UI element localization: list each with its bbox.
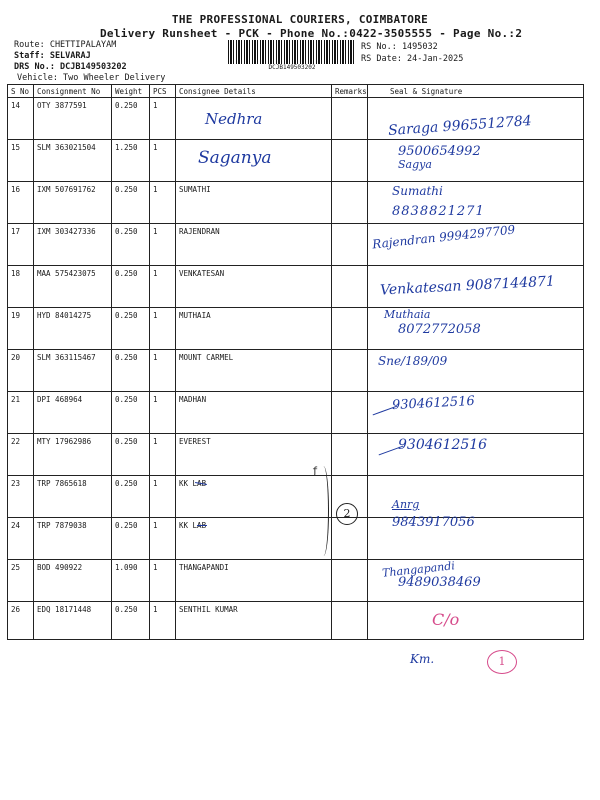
cell-weight: 0.250 [112, 98, 150, 140]
runsheet-title: Delivery Runsheet - PCK - Phone No.:0422-3505555 - Page No.:2 [100, 27, 523, 40]
rs-date: RS Date: 24-Jan-2025 [361, 54, 464, 64]
cell-pcs: 1 [150, 476, 176, 518]
handwritten-signature: Sagya [398, 158, 432, 171]
cell-consignment: SLM 363115467 [34, 350, 112, 392]
handwritten-phone: 9500654992 [398, 144, 481, 159]
cell-weight: 0.250 [112, 308, 150, 350]
company-title: THE PROFESSIONAL COURIERS, COIMBATORE [171, 13, 429, 26]
route-label: Route: CHETTIPALAYAM [14, 40, 117, 50]
cell-sno: 21 [8, 392, 34, 434]
table-row [8, 434, 584, 476]
cell-remarks [332, 140, 368, 182]
cell-consignee: KK LAB [176, 518, 332, 560]
cell-consignment: HYD 84014275 [34, 308, 112, 350]
cell-pcs: 1 [150, 602, 176, 640]
cell-consignee: KK LAB [176, 476, 332, 518]
remark-circle: 2 [336, 503, 358, 525]
col-consignee: Consignee Details [176, 85, 332, 98]
cell-weight: 1.090 [112, 560, 150, 602]
cell-pcs: 1 [150, 392, 176, 434]
underline-stroke [197, 525, 207, 526]
drs-label: DRS No.: DCJB149503202 [14, 62, 127, 72]
staff-label: Staff: SELVARAJ [14, 51, 91, 61]
handwritten-signature: Venkatesan 9087144871 [379, 273, 556, 299]
col-sno: S No [8, 85, 34, 98]
cell-pcs: 1 [150, 140, 176, 182]
cell-weight: 0.250 [112, 476, 150, 518]
col-pcs: PCS [150, 85, 176, 98]
handwritten-note: Km. [410, 652, 435, 666]
cell-weight: 0.250 [112, 266, 150, 308]
cell-sno: 19 [8, 308, 34, 350]
cell-sno: 24 [8, 518, 34, 560]
col-weight: Weight [112, 85, 150, 98]
handwritten-name: Saganya [198, 148, 272, 168]
cell-pcs: 1 [150, 182, 176, 224]
cell-remarks [332, 350, 368, 392]
handwritten-signature: Rajendran 9994297709 [371, 222, 516, 252]
cell-consignment: BOD 490922 [34, 560, 112, 602]
cell-sno: 15 [8, 140, 34, 182]
table-row [8, 560, 584, 602]
col-remarks: Remarks [332, 85, 368, 98]
handwritten-signature: Muthaia [384, 308, 431, 321]
cell-consignee: MOUNT CARMEL [176, 350, 332, 392]
cell-weight: 0.250 [112, 182, 150, 224]
cell-consignment: MAA 575423075 [34, 266, 112, 308]
cell-weight: 0.250 [112, 434, 150, 476]
cell-consignment: IXM 507691762 [34, 182, 112, 224]
cell-consignee: EVEREST [176, 434, 332, 476]
cell-consignee: MUTHAIA [176, 308, 332, 350]
handwritten-phone: 9304612516 [391, 393, 476, 414]
cell-consignee: VENKATESAN [176, 266, 332, 308]
cell-remarks [332, 224, 368, 266]
handwritten-signature: Anrg [392, 498, 420, 511]
cell-consignee: SENTHIL KUMAR [176, 602, 332, 640]
cell-weight: 1.250 [112, 140, 150, 182]
cell-remarks [332, 98, 368, 140]
cell-remarks [332, 308, 368, 350]
cell-remarks [332, 392, 368, 434]
col-seal: Seal & Signature [368, 85, 584, 98]
cell-pcs: 1 [150, 98, 176, 140]
handwritten-phone: 8838821271 [392, 204, 485, 219]
table-row [8, 476, 584, 518]
cell-pcs: 1 [150, 560, 176, 602]
table-row [8, 308, 584, 350]
cell-sno: 18 [8, 266, 34, 308]
table-row [8, 182, 584, 224]
col-consignment: Consignment No [34, 85, 112, 98]
cell-remarks [332, 434, 368, 476]
table-row [8, 140, 584, 182]
cell-seal [368, 476, 584, 518]
handwritten-phone: 9489038469 [398, 575, 481, 590]
cell-weight: 0.250 [112, 602, 150, 640]
cell-sno: 17 [8, 224, 34, 266]
handwritten-phone: 9843917056 [392, 515, 475, 530]
cell-consignment: IXM 303427336 [34, 224, 112, 266]
handwritten-signature: Thangapandi [381, 559, 456, 580]
cell-sno: 23 [8, 476, 34, 518]
cell-consignment: SLM 363021504 [34, 140, 112, 182]
cell-pcs: 1 [150, 266, 176, 308]
cell-pcs: 1 [150, 350, 176, 392]
tick-mark: ƒ [312, 466, 319, 477]
cell-sno: 16 [8, 182, 34, 224]
cell-remarks [332, 560, 368, 602]
handwritten-signature: Sne/189/09 [378, 354, 448, 368]
cell-remarks [332, 602, 368, 640]
cell-sno: 26 [8, 602, 34, 640]
cell-weight: 0.250 [112, 224, 150, 266]
cell-consignee: SUMATHI [176, 182, 332, 224]
vehicle-label: Vehicle: Two Wheeler Delivery [17, 73, 166, 83]
cell-seal [368, 602, 584, 640]
barcode [228, 40, 356, 64]
page-circle: 1 [487, 650, 517, 674]
cell-remarks [332, 182, 368, 224]
cell-consignee: RAJENDRAN [176, 224, 332, 266]
cell-weight: 0.250 [112, 392, 150, 434]
barcode-label: DCJB149503202 [268, 64, 316, 71]
cell-consignment: TRP 7879038 [34, 518, 112, 560]
cell-sno: 22 [8, 434, 34, 476]
bracket-mark [318, 466, 329, 556]
handwritten-phone: 9304612516 [398, 437, 488, 453]
cell-consignment: OTY 3877591 [34, 98, 112, 140]
cell-consignee: MADHAN [176, 392, 332, 434]
table-row [8, 602, 584, 640]
handwritten-phone: 8072772058 [398, 322, 481, 337]
cell-pcs: 1 [150, 308, 176, 350]
cell-weight: 0.250 [112, 518, 150, 560]
runsheet-table [7, 84, 584, 640]
handwritten-signature: Saraga 9965512784 [387, 113, 533, 139]
cell-sno: 14 [8, 98, 34, 140]
rs-number: RS No.: 1495032 [361, 42, 438, 52]
cell-sno: 20 [8, 350, 34, 392]
cell-pcs: 1 [150, 224, 176, 266]
cell-consignment: DPI 468964 [34, 392, 112, 434]
table-header-row [8, 85, 584, 98]
cell-pcs: 1 [150, 434, 176, 476]
cell-consignment: EDQ 18171448 [34, 602, 112, 640]
cell-weight: 0.250 [112, 350, 150, 392]
table-row [8, 350, 584, 392]
handwritten-note: C/o [432, 610, 460, 629]
table-row [8, 518, 584, 560]
cell-consignee: THANGAPANDI [176, 560, 332, 602]
handwritten-signature: Sumathi [392, 184, 443, 198]
cell-sno: 25 [8, 560, 34, 602]
handwritten-name: Nedhra [205, 110, 263, 128]
cell-consignment: TRP 7865618 [34, 476, 112, 518]
cell-remarks [332, 266, 368, 308]
cell-consignment: MTY 17962986 [34, 434, 112, 476]
table-row [8, 392, 584, 434]
cell-pcs: 1 [150, 518, 176, 560]
